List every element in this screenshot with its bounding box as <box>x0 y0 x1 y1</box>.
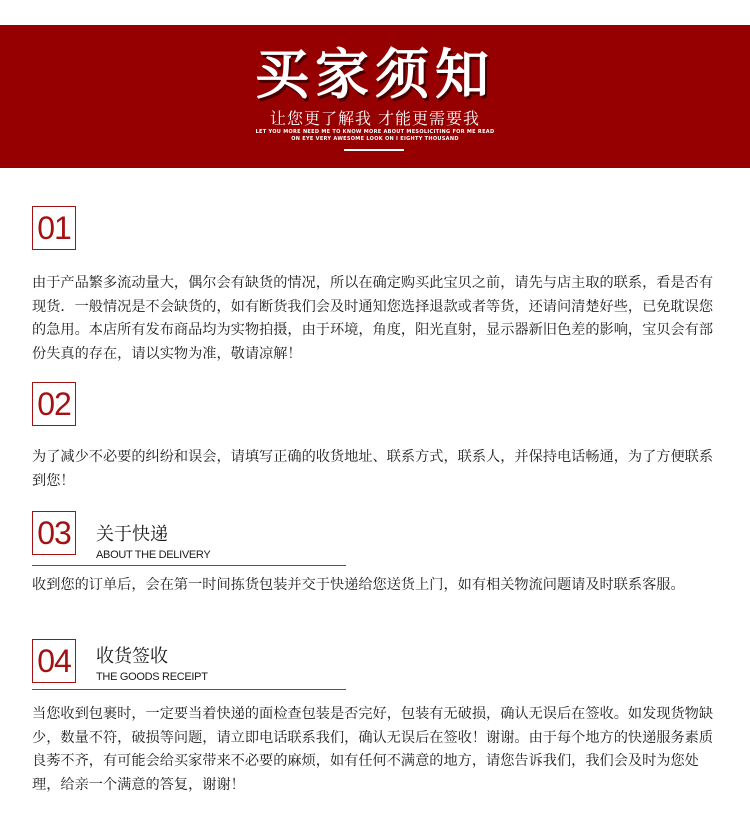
section-03-body: 收到您的订单后，会在第一时间拣货包装并交于快递给您送货上门，如有相关物流问题请及时联系客服。 <box>32 577 685 593</box>
section-04-divider <box>32 689 346 690</box>
section-04-body: 当您收到包裹时，一定要当着快递的面检查包装是否完好，包装有无破损，确认无误后在签收。如发现货物缺少，数量不符，破损等问题，请立即电话联系我们，确认无误后在签收！谢谢。由于每个地方的快递服务素质良莠不齐，有可能会给买家带来不必要的麻烦，如有任何不满意的地方，请您告诉我们，我们会及时为您处理，给亲一个满意的答复，谢谢！ <box>32 706 714 793</box>
section-01-body: 由于产品繁多流动量大，偶尔会有缺货的情况，所以在确定购买此宝贝之前，请先与店主取的联系，看是否有现货．一般情况是不会缺货的，如有断货我们会及时通知您选择退款或者等货，还请问清楚好些，已免耽误您的急用。本店所有发布商品均为实物拍摄，由于环境，角度，阳光直射，显示器新旧色差的影响，宝贝会有部份失真的存在，请以实物为准，敬请凉解！ <box>32 275 714 362</box>
banner-english-line-1: LET YOU MORE NEED ME TO KNOW MORE ABOUT MESOLICITING FOR ME READ <box>255 129 495 135</box>
section-03-subtitle: ABOUT THE DELIVERY <box>96 549 211 561</box>
section-number-04: 04 <box>32 639 76 683</box>
banner-subtitle: 让您更了解我 才能更需要我 <box>269 109 481 128</box>
banner-english-text <box>0 129 750 143</box>
section-number-01: 01 <box>32 206 76 250</box>
section-03-divider <box>32 565 346 566</box>
banner-english-line-2: ON EYE VERY AWESOME LOOK ON I EIGHTY THOUSAND <box>291 136 459 142</box>
section-04-subtitle: THE GOODS RECEIPT <box>96 671 208 683</box>
section-02-body: 为了减少不必要的纠纷和误会，请填写正确的收货地址、联系方式，联系人，并保持电话畅通，为了方便联系到您！ <box>32 449 714 489</box>
header-banner <box>0 25 750 168</box>
section-number-03: 03 <box>32 511 76 555</box>
section-number-02: 02 <box>32 382 76 426</box>
section-03-title: 关于快递 <box>96 524 168 545</box>
section-04-title: 收货签收 <box>96 646 168 667</box>
banner-title: 买家须知 <box>255 43 495 106</box>
banner-divider <box>344 149 404 151</box>
